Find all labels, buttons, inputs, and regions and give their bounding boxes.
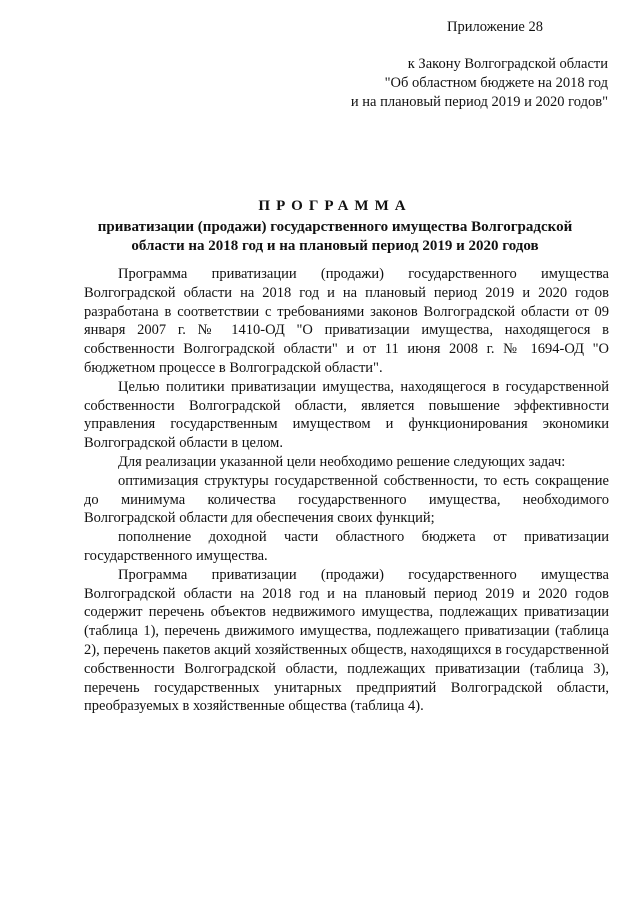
appendix-line-2: "Об областном бюджете на 2018 год [384, 75, 608, 91]
appendix-number: Приложение 28 [447, 19, 543, 35]
paragraph-contents: Программа приватизации (продажи) государственного имущества Волгоградской области на 2018 год и на плановый период 2019 и 2020 годов содержит перечень объектов недвижимого имущества, подлежащих приватизации (таблица 1), перечень движимого имущества, подлежащего приватизации (таблица 2), перечень пакетов акций хозяйственных обществ, находящихся в государственной собственности Волгоградской области, подлежащих приватизации (таблица 3), перечень государственных унитарных предприятий Волгоградской области, преобразуемых в хозяйственные общества (таблица 4). [84, 566, 609, 715]
paragraph-intro: Программа приватизации (продажи) государственного имущества Волгоградской области на 2018 год и на плановый период 2019 и 2020 годов разработана в соответствии с требованиями законов Волгоградской области от 09 января 2007 г. № 1410-ОД "О приватизации имущества, находящегося в собственности Волгоградской области" и от 11 июня 2008 г. № 1694-ОД "О бюджетном процессе в Волгоградской области". [84, 266, 609, 376]
title-line-1: приватизации (продажи) государственного имущества Волгоградской [97, 219, 573, 235]
title-line-2: области на 2018 год и на плановый период 2019 и 2020 годов [131, 238, 539, 254]
document-title [70, 197, 600, 256]
paragraph-task-2: пополнение доходной части областного бюджета от приватизации государственного имущества. [84, 529, 609, 564]
paragraph-tasks-lead: Для реализации указанной цели необходимо решение следующих задач: [118, 453, 566, 470]
appendix-header [308, 18, 608, 112]
document-body [84, 265, 609, 716]
paragraph-goal: Целью политики приватизации имущества, находящегося в государственной собственности Волгоградской области, является повышение эффективности управления государственным имуществом и функционирования экономики Волгоградской области в целом. [84, 378, 609, 452]
title-heading: ПРОГРАММА [258, 198, 412, 214]
appendix-line-1: к Закону Волгоградской области [407, 56, 608, 72]
appendix-line-3: и на плановый период 2019 и 2020 годов" [350, 94, 608, 110]
paragraph-task-1: оптимизация структуры государственной собственности, то есть сокращение до минимума количества государственного имущества, необходимого Волгоградской области для обеспечения своих функций; [84, 472, 609, 527]
